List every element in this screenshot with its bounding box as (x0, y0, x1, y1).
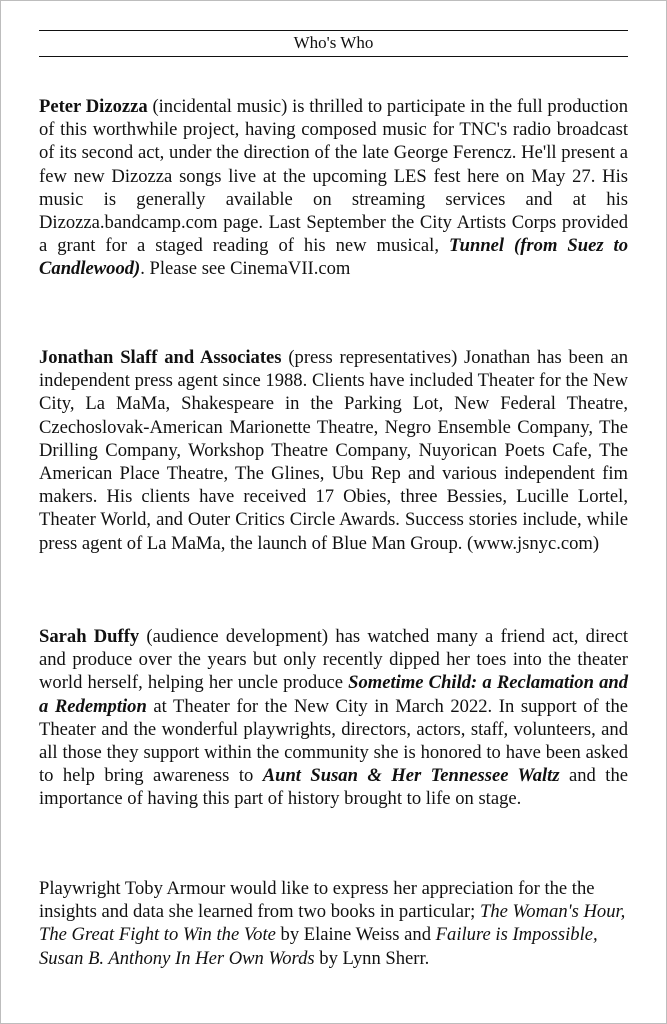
book-title: Failure is Impossible, Susan B. Anthony In Her Own Words (39, 924, 598, 969)
section-header (39, 30, 628, 57)
bio-name: Peter Dizozza (39, 96, 148, 117)
work-title: Tunnel (from Suez to Candlewood) (39, 235, 628, 280)
note-text: Playwright Toby Armour would like to express her appreciation for the the insights and data she learned from two books in particular; (39, 878, 595, 923)
bio-text: (press representatives) Jonathan has been an independent press agent since 1988. Clients have included Theater for the New City, La MaMa, Shakespeare in the Parking Lot, New Federal Theatre, Czechoslovak-American Marionette Theatre, Negro Ensemble Company, The Drilling Company, Workshop Theatre Company, Nuyorican Poets Cafe, The American Place Theatre, The Glines, Ubu Rep and various independent fim makers. His clients have received 17 Obies, three Bessies, Lucille Lortel, Theater World, and Outer Critics Circle Awards. Success stories include, while press agent of La MaMa, the launch of Blue Man Group. (www.jsnyc.com) (39, 347, 628, 554)
bio-name: Jonathan Slaff and Associates (39, 347, 282, 368)
work-title: Sometime Child: a Reclamation and a Redemption (39, 672, 629, 717)
bio-name: Sarah Duffy (39, 626, 140, 647)
note-text: by Lynn Sherr. (314, 947, 430, 969)
bio-text: . Please see CinemaVII.com (140, 258, 351, 280)
bio-jonathan-slaff (39, 346, 628, 555)
bio-text: at Theater for the New City in March 2022. In support of the Theater and the wonderful playwrights, directors, actors, staff, volunteers, and all those they support within the community she is honored to have been asked to help bring awareness to (39, 695, 628, 787)
bio-text: and the importance of having this part of history brought to life on stage. (39, 765, 628, 810)
work-title: Aunt Susan & Her Tennessee Waltz (262, 765, 560, 787)
page-title: Who's Who (293, 33, 374, 52)
bio-text: (audience development) has watched many a friend act, direct and produce over the years but only recently dipped her toes into the theater world herself, helping her uncle produce (39, 626, 628, 694)
bio-text: (incidental music) is thrilled to participate in the full production of this worthwhile project, having composed music for TNC's radio broadcast of its second act, under the direction of the late George Ferencz. He'll present a few new Dizozza songs live at the upcoming LES fest here on May 27. His music is generally available on streaming services and at his Dizozza.bandcamp.com page. Last September the City Artists Corps provided a grant for a staged reading of his new musical, (39, 96, 628, 257)
note-text: by Elaine Weiss and (275, 924, 436, 946)
acknowledgement-note (39, 877, 628, 970)
bio-peter-dizozza (39, 95, 628, 281)
book-title: The Woman's Hour, The Great Fight to Win the Vote (39, 901, 626, 946)
bio-sarah-duffy (39, 625, 628, 811)
